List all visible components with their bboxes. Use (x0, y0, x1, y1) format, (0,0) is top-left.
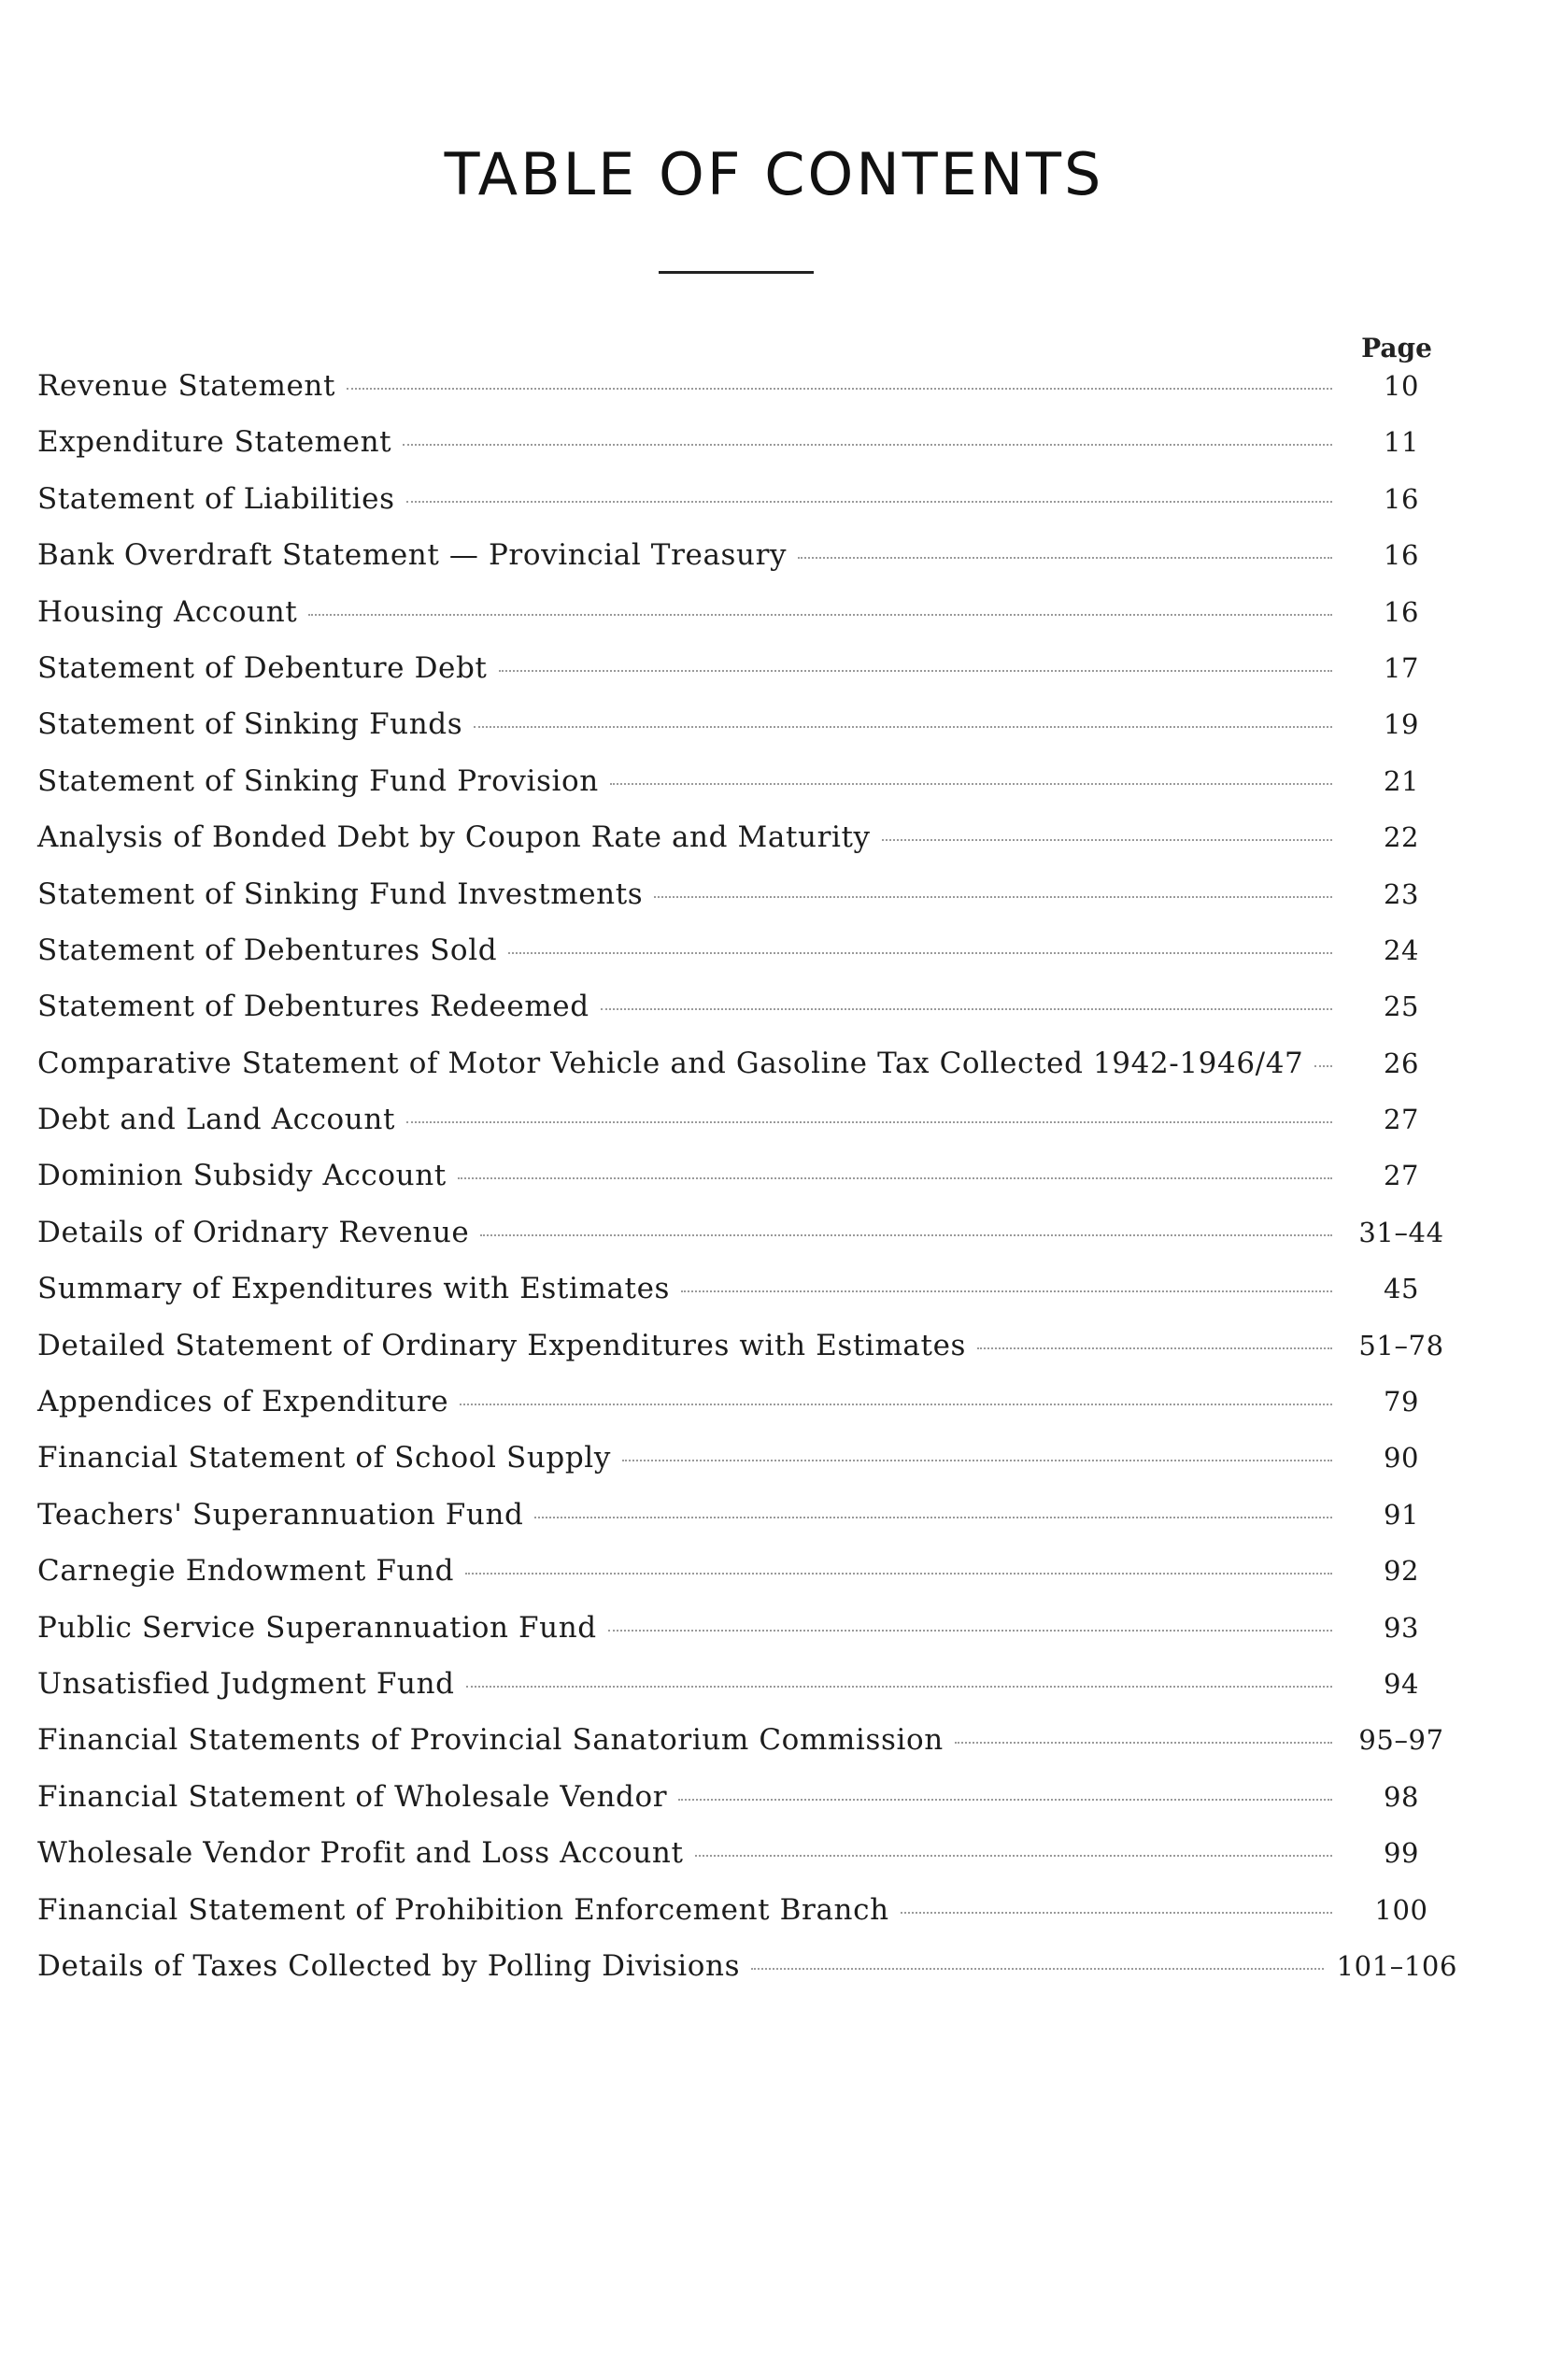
toc-entry-label: Summary of Expenditures with Estimates (37, 1272, 671, 1306)
dot-leader (681, 1290, 1332, 1292)
toc-entry-page: 17 (1383, 651, 1420, 684)
toc-entry-page: 31–44 (1358, 1216, 1444, 1248)
toc-entry-label: Expenditure Statement (37, 425, 392, 460)
toc-entry (37, 482, 1457, 538)
dot-leader (798, 557, 1332, 559)
toc-entry (37, 1272, 1457, 1328)
toc-entry-label: Public Service Superannuation Fund (37, 1610, 597, 1645)
dot-leader (474, 726, 1332, 728)
toc-entry (37, 595, 1457, 651)
toc-entry-page: 94 (1383, 1667, 1420, 1700)
page-column-header: Page (1361, 333, 1432, 363)
dot-leader (678, 1799, 1332, 1801)
toc-entry-page: 99 (1383, 1837, 1420, 1870)
dot-leader (465, 1573, 1332, 1575)
dot-leader (622, 1460, 1332, 1461)
dot-leader (347, 388, 1332, 390)
toc-entry-page: 27 (1383, 1160, 1420, 1192)
page-title: TABLE OF CONTENTS (444, 140, 1104, 208)
toc-entry (37, 1554, 1457, 1610)
toc-entry-label: Wholesale Vendor Profit and Loss Account (37, 1836, 684, 1871)
toc-entry-page: 93 (1383, 1611, 1420, 1644)
dot-leader (608, 1630, 1332, 1632)
dot-leader (695, 1855, 1332, 1857)
dot-leader (610, 783, 1332, 785)
toc-entry (37, 1159, 1457, 1215)
toc-entry-page: 10 (1383, 370, 1420, 402)
toc-entry (37, 1667, 1457, 1723)
toc-entry (37, 1047, 1457, 1103)
toc-entry-page: 27 (1383, 1104, 1420, 1136)
toc-entry-page: 19 (1383, 708, 1420, 741)
toc-entry-page: 16 (1383, 482, 1420, 515)
toc-entry-page: 21 (1383, 764, 1420, 797)
dot-leader (406, 501, 1332, 503)
toc-entry-label: Dominion Subsidy Account (37, 1159, 447, 1193)
toc-entry (37, 1385, 1457, 1441)
dot-leader (403, 444, 1332, 446)
toc-entry-label: Unsatisfied Judgment Fund (37, 1666, 455, 1701)
toc-entry-label: Statement of Sinking Fund Provision (37, 763, 599, 798)
toc-entry (37, 538, 1457, 594)
toc-entry-label: Financial Statement of School Supply (37, 1441, 611, 1475)
toc-entry (37, 425, 1457, 481)
toc-entry (37, 651, 1457, 707)
toc-entry-page: 22 (1383, 821, 1420, 854)
toc-entry (37, 1836, 1457, 1892)
dot-leader (977, 1347, 1332, 1349)
toc-entry-label: Statement of Liabilities (37, 481, 395, 516)
dot-leader (466, 1686, 1332, 1688)
toc-entry (37, 1498, 1457, 1554)
toc-entry-label: Details of Oridnary Revenue (37, 1215, 470, 1249)
toc-entry (37, 877, 1457, 933)
toc-entry-label: Statement of Debentures Redeemed (37, 990, 589, 1024)
toc-entry-label: Carnegie Endowment Fund (37, 1554, 455, 1589)
toc-entry-page: 23 (1383, 877, 1420, 910)
dot-leader (534, 1517, 1332, 1518)
toc-entry-page: 91 (1383, 1498, 1420, 1531)
toc-entry-label: Details of Taxes Collected by Polling Divisions (37, 1948, 741, 1983)
dot-leader (499, 670, 1333, 672)
toc-entry (37, 933, 1457, 990)
toc-entry-label: Appendices of Expenditure (37, 1385, 449, 1419)
toc-entry-page: 25 (1383, 990, 1420, 1023)
toc-entry (37, 1949, 1457, 2005)
toc-entry-page: 16 (1383, 595, 1420, 628)
dot-leader (751, 1968, 1323, 1970)
dot-leader (901, 1912, 1332, 1914)
toc-entry (37, 764, 1457, 820)
toc-list (37, 369, 1457, 2005)
toc-entry-page: 100 (1374, 1893, 1428, 1926)
toc-entry (37, 1216, 1457, 1272)
toc-entry (37, 1723, 1457, 1779)
toc-entry-label: Debt and Land Account (37, 1103, 395, 1137)
toc-entry-page: 101–106 (1336, 1949, 1457, 1982)
dot-leader (882, 839, 1332, 841)
dot-leader (601, 1008, 1332, 1010)
toc-entry (37, 1611, 1457, 1667)
dot-leader (508, 952, 1332, 954)
toc-entry-label: Statement of Debenture Debt (37, 650, 488, 685)
toc-entry (37, 707, 1457, 763)
toc-entry-page: 79 (1383, 1386, 1420, 1418)
dot-leader (406, 1121, 1332, 1123)
toc-entry-label: Analysis of Bonded Debt by Coupon Rate and Maturity (37, 820, 871, 855)
toc-entry-label: Statement of Sinking Fund Investments (37, 876, 644, 911)
toc-entry-label: Housing Account (37, 594, 298, 629)
toc-entry-label: Financial Statement of Prohibition Enforcement Branch (37, 1892, 889, 1927)
toc-entry (37, 1103, 1457, 1159)
toc-entry-page: 92 (1383, 1555, 1420, 1588)
toc-entry-page: 90 (1383, 1442, 1420, 1475)
toc-entry-label: Statement of Debentures Sold (37, 933, 498, 967)
toc-entry-page: 24 (1383, 933, 1420, 966)
dot-leader (955, 1742, 1332, 1744)
toc-entry-label: Bank Overdraft Statement — Provincial Treasury (37, 538, 788, 573)
toc-entry (37, 820, 1457, 876)
toc-entry-label: Financial Statements of Provincial Sanatorium Commission (37, 1723, 944, 1758)
toc-entry (37, 990, 1457, 1046)
toc-entry-page: 16 (1383, 539, 1420, 572)
toc-entry (37, 1893, 1457, 1949)
toc-entry-label: Comparative Statement of Motor Vehicle and Gasoline Tax Collected 1942-1946/47 (37, 1046, 1304, 1080)
toc-entry-label: Teachers' Superannuation Fund (37, 1497, 524, 1532)
toc-entry-page: 95–97 (1358, 1724, 1444, 1757)
dot-leader (480, 1234, 1332, 1236)
toc-entry-page: 45 (1383, 1273, 1420, 1305)
toc-entry (37, 1329, 1457, 1385)
toc-entry-label: Financial Statement of Wholesale Vendor (37, 1779, 668, 1814)
toc-entry-page: 98 (1383, 1780, 1420, 1813)
toc-entry-page: 26 (1383, 1047, 1420, 1079)
dot-leader (458, 1177, 1332, 1179)
toc-entry (37, 369, 1457, 425)
dot-leader (308, 614, 1332, 616)
toc-entry (37, 1441, 1457, 1497)
toc-entry-page: 11 (1383, 426, 1420, 459)
title-rule (659, 271, 814, 274)
dot-leader (654, 896, 1332, 898)
toc-entry-label: Detailed Statement of Ordinary Expenditures with Estimates (37, 1328, 967, 1362)
dot-leader (1314, 1065, 1332, 1067)
toc-entry-page: 51–78 (1358, 1329, 1444, 1361)
toc-entry-label: Statement of Sinking Funds (37, 707, 463, 742)
dot-leader (460, 1404, 1332, 1405)
toc-entry (37, 1780, 1457, 1836)
toc-entry-label: Revenue Statement (37, 369, 336, 403)
